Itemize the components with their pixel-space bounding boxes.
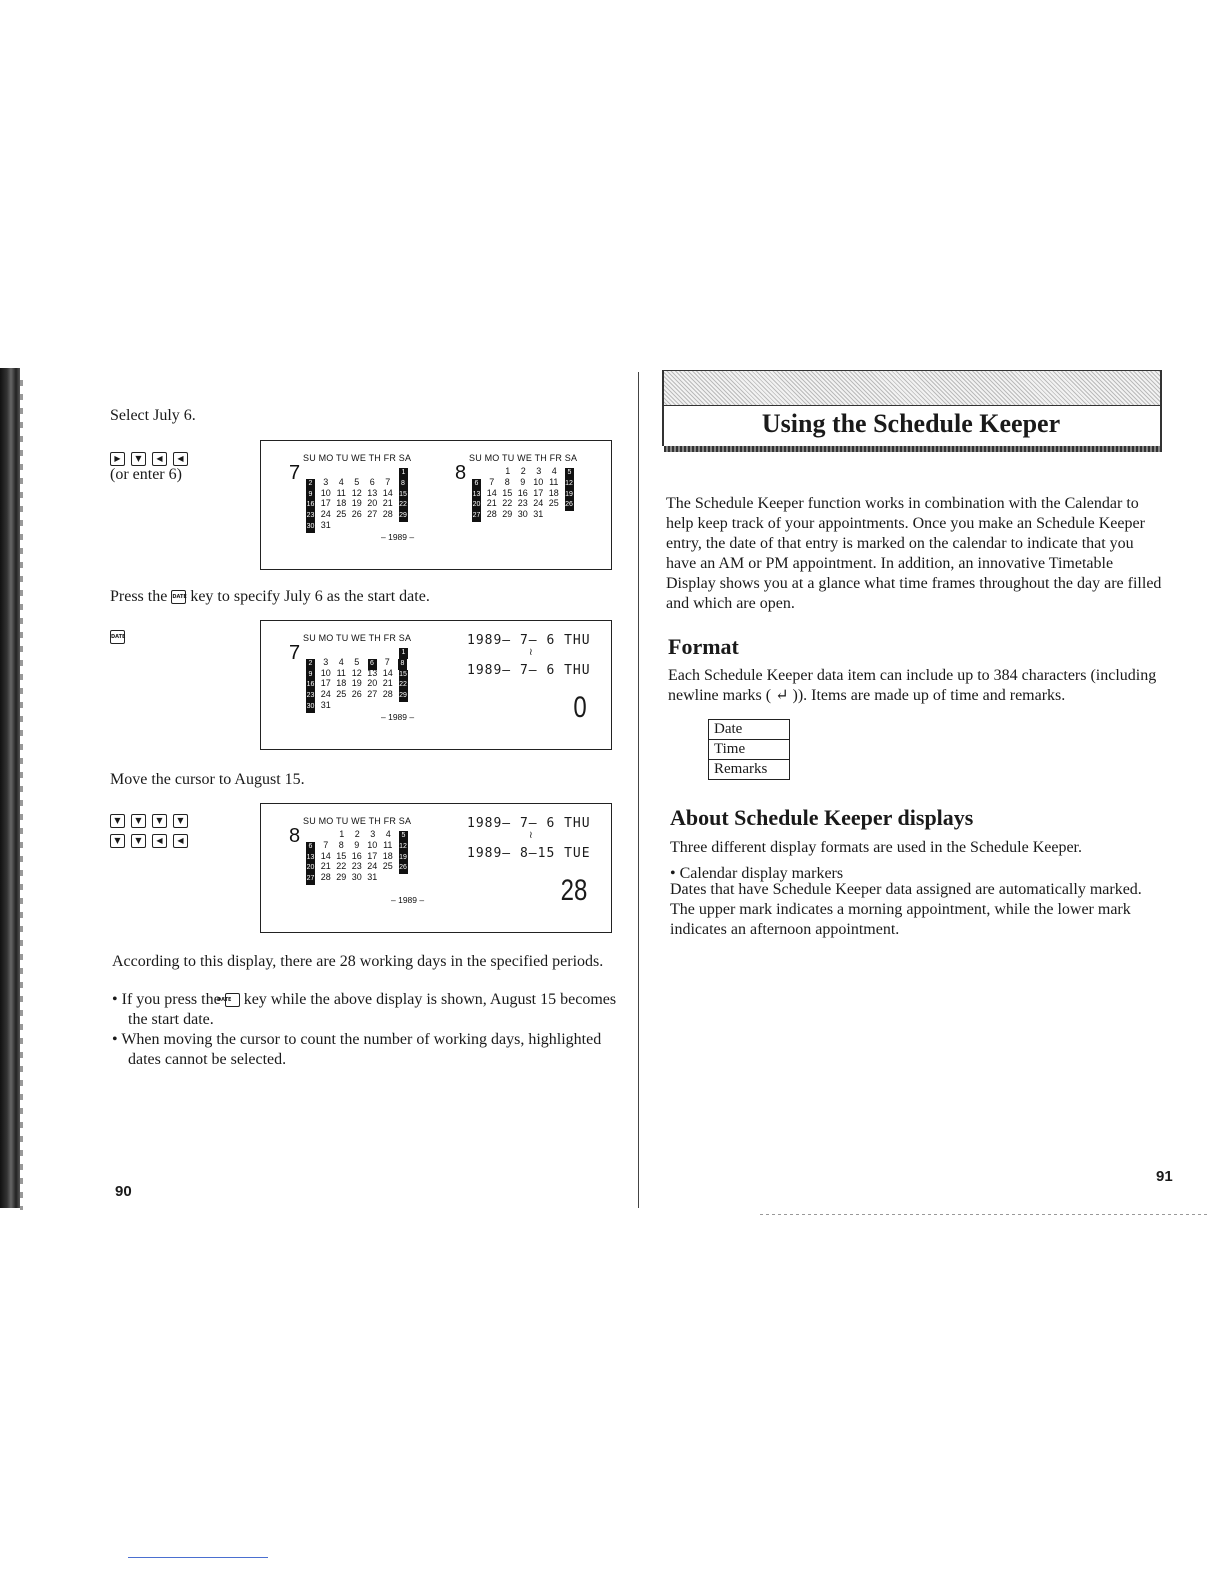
bullet-highlighted-dates: • When moving the cursor to count the number of working days, highlighted dates cannot be selected.: [112, 1031, 602, 1068]
lcd-display-3: [260, 803, 612, 933]
weekday-header: SU MO TU WE TH FR SA: [469, 453, 578, 463]
step1-text: Select July 6.: [110, 407, 196, 424]
markers-paragraph: Dates that have Schedule Keeper data assigned are automatically marked. The upper mark indicates a morning appointment, while the lower mark indicates an afternoon appointment.: [670, 881, 1142, 938]
bullet-calendar-markers: • Calendar display markers: [670, 865, 844, 882]
calendar-week-row: 27 28 29 30 31: [469, 509, 577, 520]
month-number: 8: [455, 462, 467, 484]
date-key-icon: DATE: [225, 993, 240, 1007]
scan-artifact-blue-line: [128, 1557, 268, 1558]
down-arrow-key-icon: ▼: [131, 814, 146, 828]
start-date-readout: 1989– 7– 6 THU: [467, 633, 591, 648]
august-grid: [469, 466, 577, 520]
book-binding-shadow: [0, 368, 20, 1208]
calendar-week-row: 30 31: [303, 520, 411, 531]
calendar-week-row: 20 21 22 23 24 25 26: [303, 861, 411, 872]
format-fields-box: [708, 719, 790, 780]
year-label: – 1989 –: [381, 712, 415, 722]
working-days-count: 28: [560, 874, 587, 907]
date-key-icon: DATE: [171, 590, 186, 604]
month-number: 7: [289, 642, 301, 664]
displays-heading: About Schedule Keeper displays: [670, 805, 974, 830]
cursor-date: 6: [368, 659, 377, 670]
year-label: – 1989 –: [381, 532, 415, 542]
calendar-week-row: 6 7 8 9 10 11 12: [303, 840, 411, 851]
title-texture: [662, 370, 1160, 405]
range-tilde: ≀: [529, 830, 534, 841]
calendar-august: [455, 453, 619, 563]
calendar-week-row: 13 14 15 16 17 18 19: [469, 488, 577, 499]
range-tilde: ≀: [529, 647, 534, 658]
calendar-week-row: 1: [303, 646, 411, 657]
step1-alt-text: (or enter 6): [110, 466, 182, 483]
calendar-week-row: 6 7 8 9 10 11 12: [469, 477, 577, 488]
binding-edge: [20, 380, 23, 1210]
july-grid: [303, 646, 411, 711]
end-date-readout: 1989– 8–15 TUE: [467, 846, 591, 861]
calendar-week-row: 16 17 18 19 20 21 22: [303, 498, 411, 509]
title-divider: [662, 405, 1160, 406]
scan-artifact-line: [760, 1214, 1210, 1215]
calendar-week-row: 23 24 25 26 27 28 29: [303, 689, 411, 700]
weekday-header: SU MO TU WE TH FR SA: [303, 633, 412, 643]
july-grid: [303, 466, 411, 531]
calendar-week-row: 20 21 22 23 24 25 26: [469, 498, 577, 509]
right-arrow-key-icon: ▶: [110, 452, 125, 466]
format-field-time: Time: [709, 740, 789, 760]
left-arrow-key-icon: ◀: [152, 452, 167, 466]
step3-key-sequence: [110, 812, 194, 852]
section-title: Using the Schedule Keeper: [761, 409, 1061, 438]
result-text: According to this display, there are 28 working days in the specified periods.: [112, 953, 604, 970]
calendar-week-row: 2 3 4 5 6 7 8: [303, 477, 411, 488]
calendar-august: [289, 816, 453, 926]
calendar-week-row: 30 31: [303, 700, 411, 711]
calendar-week-row: 9 10 11 12 13 14 15: [303, 668, 411, 679]
calendar-week-row: 1 2 3 4 5: [469, 466, 577, 477]
august-grid: [303, 829, 411, 883]
format-paragraph: Each Schedule Keeper data item can include up to 384 characters (including newline marks ( ↵ )). Items are made up of time and remarks.: [668, 667, 1157, 704]
left-arrow-key-icon: ◀: [173, 452, 188, 466]
section-title-banner: [662, 370, 1160, 454]
intro-paragraph: The Schedule Keeper function works in combination with the Calendar to help keep track of your appointments. Once you make an Schedule Keeper entry, the date of that entry is marked on the calendar to indicate that you have an AM or PM appointment. In addition, an innovative Timetable Display shows you at a glance what time frames throughout the day are filled and which are open.: [666, 495, 1162, 612]
calendar-week-row: 2 3 4 5 6 7 8: [303, 657, 411, 668]
calendar-week-row: 23 24 25 26 27 28 29: [303, 509, 411, 520]
down-arrow-key-icon: ▼: [110, 834, 125, 848]
step2-text: Press the DATE key to specify July 6 as the start date.: [110, 588, 430, 605]
year-label: – 1989 –: [391, 895, 425, 905]
down-arrow-key-icon: ▼: [131, 452, 146, 466]
displays-paragraph: Three different display formats are used in the Schedule Keeper.: [670, 839, 1082, 856]
down-arrow-key-icon: ▼: [110, 814, 125, 828]
calendar-week-row: 13 14 15 16 17 18 19: [303, 851, 411, 862]
calendar-week-row: 1: [303, 466, 411, 477]
step3-text: Move the cursor to August 15.: [110, 771, 305, 788]
step2-key: [110, 628, 125, 646]
down-arrow-key-icon: ▼: [173, 814, 188, 828]
left-arrow-key-icon: ◀: [152, 834, 167, 848]
page-fold: [638, 372, 639, 1208]
format-heading: Format: [668, 634, 739, 659]
page-number-left: 90: [115, 1183, 132, 1200]
title-underline: [664, 446, 1162, 452]
left-arrow-key-icon: ◀: [173, 834, 188, 848]
month-number: 8: [289, 825, 301, 847]
calendar-week-row: 1 2 3 4 5: [303, 829, 411, 840]
calendar-week-row: 27 28 29 30 31: [303, 872, 411, 883]
working-days-count: 0: [573, 691, 587, 724]
page-number-right: 91: [1156, 1168, 1173, 1185]
calendar-july: [289, 633, 453, 743]
weekday-header: SU MO TU WE TH FR SA: [303, 453, 412, 463]
format-field-date: Date: [709, 720, 789, 740]
lcd-display-1: [260, 440, 612, 570]
bullet-start-date: • If you press the DATE key while the above display is shown, August 15 becomes the start date.: [112, 991, 617, 1028]
calendar-week-row: 16 17 18 19 20 21 22: [303, 678, 411, 689]
date-key-icon: DATE: [110, 630, 125, 644]
lcd-display-2: [260, 620, 612, 750]
format-field-remarks: Remarks: [714, 761, 768, 777]
down-arrow-key-icon: ▼: [152, 814, 167, 828]
end-date-readout: 1989– 7– 6 THU: [467, 663, 591, 678]
down-arrow-key-icon: ▼: [131, 834, 146, 848]
title-border-right: [1160, 370, 1162, 446]
month-number: 7: [289, 462, 301, 484]
calendar-july: [289, 453, 453, 563]
weekday-header: SU MO TU WE TH FR SA: [303, 816, 412, 826]
calendar-week-row: 9 10 11 12 13 14 15: [303, 488, 411, 499]
start-date-readout: 1989– 7– 6 THU: [467, 816, 591, 831]
